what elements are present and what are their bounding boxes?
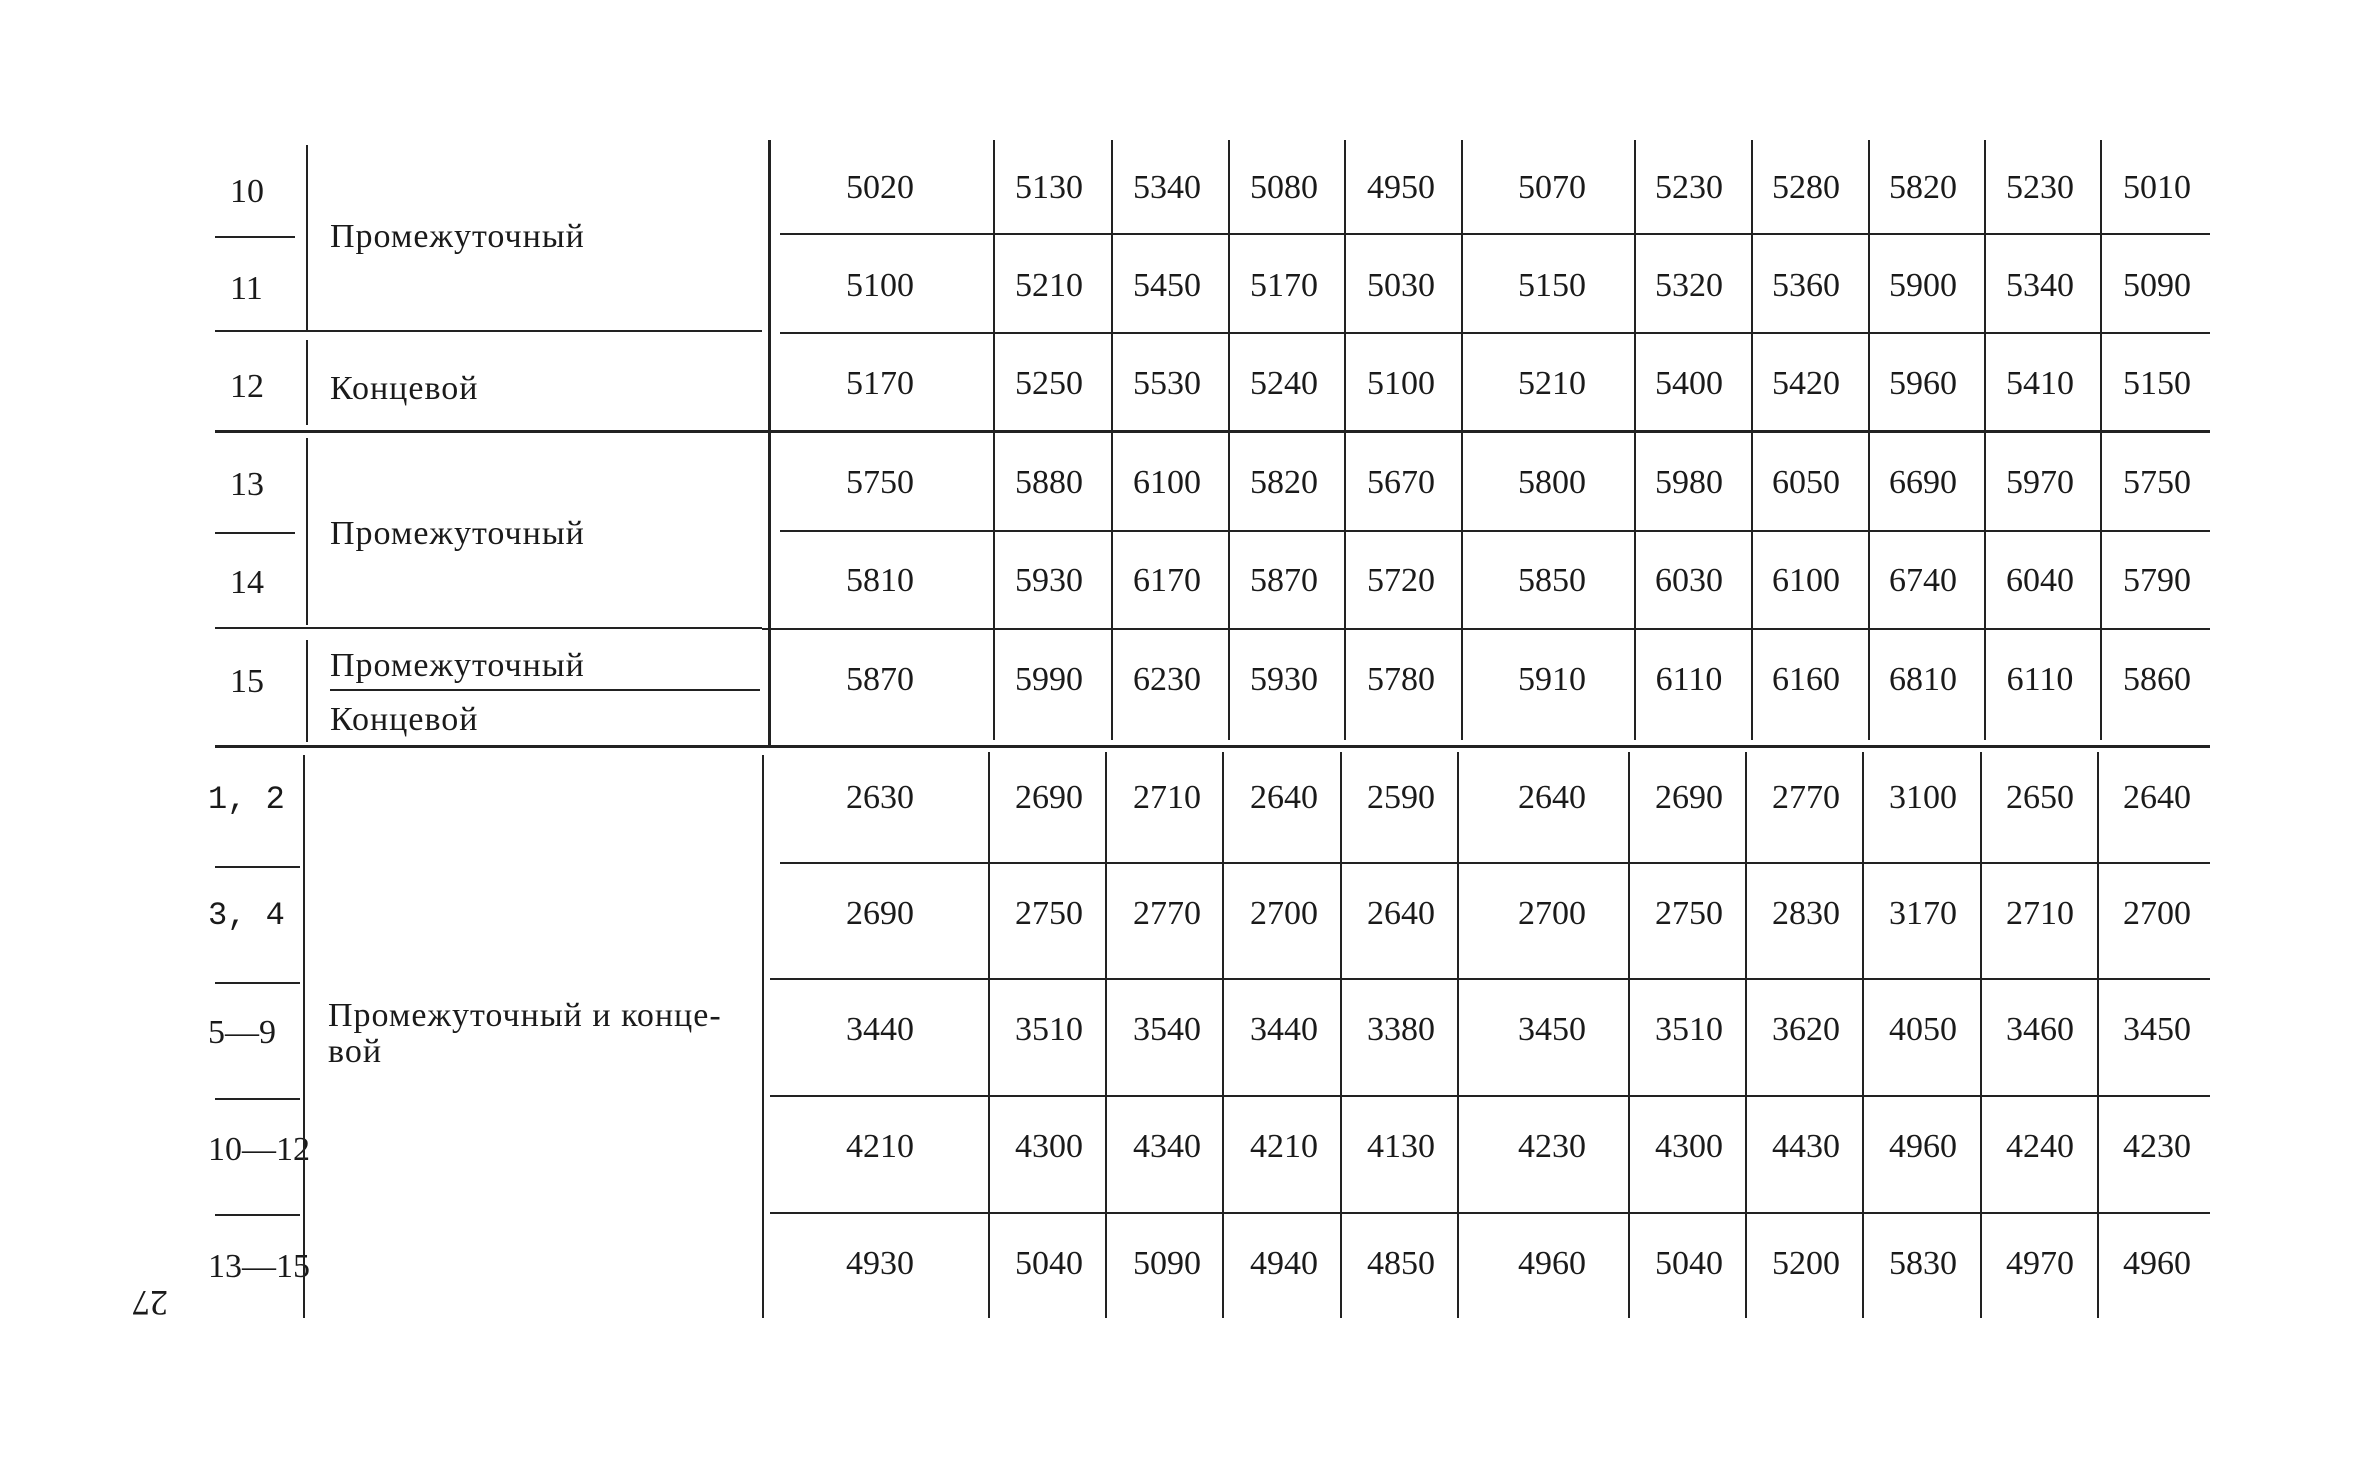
value-cell: 4300 (1015, 1128, 1083, 1165)
value-cell: 5400 (1655, 365, 1723, 402)
horizontal-rule (215, 745, 2210, 748)
vertical-rule (1461, 140, 1463, 740)
row-type-label: Концевой (330, 370, 479, 407)
value-cell: 5900 (1889, 267, 1957, 304)
row-number: 10 (230, 173, 264, 210)
value-cell: 4240 (2006, 1128, 2074, 1165)
value-cell: 5130 (1015, 169, 1083, 206)
value-cell: 4960 (2123, 1245, 2191, 1282)
row-type-label: Концевой (330, 701, 479, 738)
value-cell: 5170 (846, 365, 914, 402)
vertical-rule (1980, 752, 1982, 1318)
value-cell: 3510 (1655, 1011, 1723, 1048)
value-cell: 3510 (1015, 1011, 1083, 1048)
value-cell: 4850 (1367, 1245, 1435, 1282)
vertical-rule (988, 752, 990, 1318)
row-number: 1, 2 (208, 781, 285, 818)
value-cell: 5750 (846, 464, 914, 501)
vertical-rule (1228, 140, 1230, 740)
value-cell: 3620 (1772, 1011, 1840, 1048)
vertical-rule (2097, 752, 2099, 1318)
horizontal-rule (330, 689, 760, 691)
value-cell: 3450 (1518, 1011, 1586, 1048)
value-cell: 5230 (2006, 169, 2074, 206)
value-cell: 5860 (2123, 661, 2191, 698)
value-cell: 6030 (1655, 562, 1723, 599)
value-cell: 5800 (1518, 464, 1586, 501)
row-number: 13 (230, 466, 264, 503)
horizontal-rule (215, 330, 762, 332)
row-type-label: Промежуточный (330, 515, 585, 552)
value-cell: 5930 (1015, 562, 1083, 599)
value-cell: 5340 (2006, 267, 2074, 304)
value-cell: 5320 (1655, 267, 1723, 304)
row-number: 15 (230, 663, 264, 700)
value-cell: 2640 (1518, 779, 1586, 816)
value-cell: 4210 (846, 1128, 914, 1165)
value-cell: 6740 (1889, 562, 1957, 599)
value-cell: 5230 (1655, 169, 1723, 206)
value-cell: 5670 (1367, 464, 1435, 501)
value-cell: 5340 (1133, 169, 1201, 206)
vertical-rule (303, 755, 305, 1318)
value-cell: 5410 (2006, 365, 2074, 402)
value-cell: 5210 (1518, 365, 1586, 402)
value-cell: 5280 (1772, 169, 1840, 206)
value-cell: 2750 (1015, 895, 1083, 932)
vertical-rule (1111, 140, 1113, 740)
value-cell: 5090 (1133, 1245, 1201, 1282)
value-cell: 3440 (846, 1011, 914, 1048)
vertical-rule (1628, 752, 1630, 1318)
value-cell: 4960 (1518, 1245, 1586, 1282)
value-cell: 4340 (1133, 1128, 1201, 1165)
row-number: 5—9 (208, 1014, 276, 1051)
value-cell: 5810 (846, 562, 914, 599)
horizontal-rule (215, 1214, 300, 1216)
value-cell: 4970 (2006, 1245, 2074, 1282)
vertical-rule (1344, 140, 1346, 740)
value-cell: 4300 (1655, 1128, 1723, 1165)
horizontal-rule (215, 627, 762, 629)
value-cell: 5930 (1250, 661, 1318, 698)
value-cell: 3440 (1250, 1011, 1318, 1048)
row-type-label: Промежуточный и конце-вой (328, 997, 722, 1070)
value-cell: 5200 (1772, 1245, 1840, 1282)
value-cell: 5150 (2123, 365, 2191, 402)
row-number: 14 (230, 564, 264, 601)
value-cell: 5980 (1655, 464, 1723, 501)
horizontal-rule (215, 532, 295, 534)
value-cell: 5750 (2123, 464, 2191, 501)
value-cell: 6100 (1772, 562, 1840, 599)
horizontal-rule (762, 628, 2210, 630)
value-cell: 2630 (846, 779, 914, 816)
value-cell: 4050 (1889, 1011, 1957, 1048)
value-cell: 5450 (1133, 267, 1201, 304)
value-cell: 6110 (1655, 661, 1723, 698)
horizontal-rule (215, 430, 2210, 433)
value-cell: 5820 (1889, 169, 1957, 206)
vertical-rule (306, 340, 308, 425)
value-cell: 5030 (1367, 267, 1435, 304)
value-cell: 5830 (1889, 1245, 1957, 1282)
horizontal-rule (215, 1098, 300, 1100)
value-cell: 2690 (1655, 779, 1723, 816)
value-cell: 4230 (2123, 1128, 2191, 1165)
value-cell: 5040 (1015, 1245, 1083, 1282)
value-cell: 5530 (1133, 365, 1201, 402)
value-cell: 3170 (1889, 895, 1957, 932)
value-cell: 5070 (1518, 169, 1586, 206)
horizontal-rule (770, 1212, 2210, 1214)
value-cell: 4430 (1772, 1128, 1840, 1165)
value-cell: 4130 (1367, 1128, 1435, 1165)
value-cell: 5240 (1250, 365, 1318, 402)
value-cell: 5210 (1015, 267, 1083, 304)
vertical-rule (1634, 140, 1636, 740)
value-cell: 5420 (1772, 365, 1840, 402)
vertical-rule (762, 755, 764, 1318)
value-cell: 5870 (846, 661, 914, 698)
value-cell: 2590 (1367, 779, 1435, 816)
value-cell: 2640 (1367, 895, 1435, 932)
value-cell: 5960 (1889, 365, 1957, 402)
value-cell: 2690 (1015, 779, 1083, 816)
vertical-rule (306, 438, 308, 625)
value-cell: 4230 (1518, 1128, 1586, 1165)
value-cell: 5170 (1250, 267, 1318, 304)
value-cell: 5020 (846, 169, 914, 206)
value-cell: 5850 (1518, 562, 1586, 599)
value-cell: 3100 (1889, 779, 1957, 816)
row-number: 10—12 (208, 1131, 310, 1168)
row-type-label: Промежуточный (330, 647, 585, 684)
value-cell: 5150 (1518, 267, 1586, 304)
value-cell: 4930 (846, 1245, 914, 1282)
value-cell: 5100 (846, 267, 914, 304)
value-cell: 5720 (1367, 562, 1435, 599)
value-cell: 6170 (1133, 562, 1201, 599)
row-number: 12 (230, 368, 264, 405)
value-cell: 6810 (1889, 661, 1957, 698)
value-cell: 5090 (2123, 267, 2191, 304)
value-cell: 4960 (1889, 1128, 1957, 1165)
vertical-rule (993, 140, 995, 740)
value-cell: 2640 (2123, 779, 2191, 816)
value-cell: 2690 (846, 895, 914, 932)
value-cell: 5080 (1250, 169, 1318, 206)
value-cell: 2650 (2006, 779, 2074, 816)
value-cell: 2640 (1250, 779, 1318, 816)
value-cell: 6050 (1772, 464, 1840, 501)
vertical-rule (1751, 140, 1753, 740)
horizontal-rule (780, 862, 2210, 864)
value-cell: 5970 (2006, 464, 2074, 501)
value-cell: 2700 (1250, 895, 1318, 932)
value-cell: 3380 (1367, 1011, 1435, 1048)
horizontal-rule (770, 978, 2210, 980)
value-cell: 2770 (1772, 779, 1840, 816)
value-cell: 2830 (1772, 895, 1840, 932)
value-cell: 5360 (1772, 267, 1840, 304)
value-cell: 4950 (1367, 169, 1435, 206)
value-cell: 5870 (1250, 562, 1318, 599)
value-cell: 5100 (1367, 365, 1435, 402)
value-cell: 5990 (1015, 661, 1083, 698)
horizontal-rule (215, 236, 295, 238)
value-cell: 2700 (1518, 895, 1586, 932)
value-cell: 2770 (1133, 895, 1201, 932)
vertical-rule (2100, 140, 2102, 740)
row-number: 3, 4 (208, 897, 285, 934)
value-cell: 5820 (1250, 464, 1318, 501)
value-cell: 4210 (1250, 1128, 1318, 1165)
value-cell: 2710 (2006, 895, 2074, 932)
value-cell: 5040 (1655, 1245, 1723, 1282)
value-cell: 5790 (2123, 562, 2191, 599)
vertical-rule (1868, 140, 1870, 740)
value-cell: 5780 (1367, 661, 1435, 698)
value-cell: 6230 (1133, 661, 1201, 698)
value-cell: 6160 (1772, 661, 1840, 698)
row-number: 13—15 (208, 1248, 310, 1285)
value-cell: 3450 (2123, 1011, 2191, 1048)
row-number: 11 (230, 270, 263, 307)
row-type-label: Промежуточный (330, 218, 585, 255)
vertical-rule (306, 640, 308, 742)
value-cell: 2750 (1655, 895, 1723, 932)
horizontal-rule (215, 866, 300, 868)
horizontal-rule (215, 982, 300, 984)
vertical-rule (306, 145, 308, 330)
page-number: 27 (132, 1283, 168, 1323)
value-cell: 4940 (1250, 1245, 1318, 1282)
value-cell: 6690 (1889, 464, 1957, 501)
vertical-rule (1984, 140, 1986, 740)
value-cell: 6100 (1133, 464, 1201, 501)
value-cell: 6110 (2006, 661, 2074, 698)
value-cell: 2700 (2123, 895, 2191, 932)
value-cell: 3460 (2006, 1011, 2074, 1048)
value-cell: 5910 (1518, 661, 1586, 698)
value-cell: 6040 (2006, 562, 2074, 599)
value-cell: 5010 (2123, 169, 2191, 206)
vertical-rule (768, 140, 771, 745)
value-cell: 5250 (1015, 365, 1083, 402)
horizontal-rule (770, 1095, 2210, 1097)
value-cell: 2710 (1133, 779, 1201, 816)
value-cell: 5880 (1015, 464, 1083, 501)
value-cell: 3540 (1133, 1011, 1201, 1048)
